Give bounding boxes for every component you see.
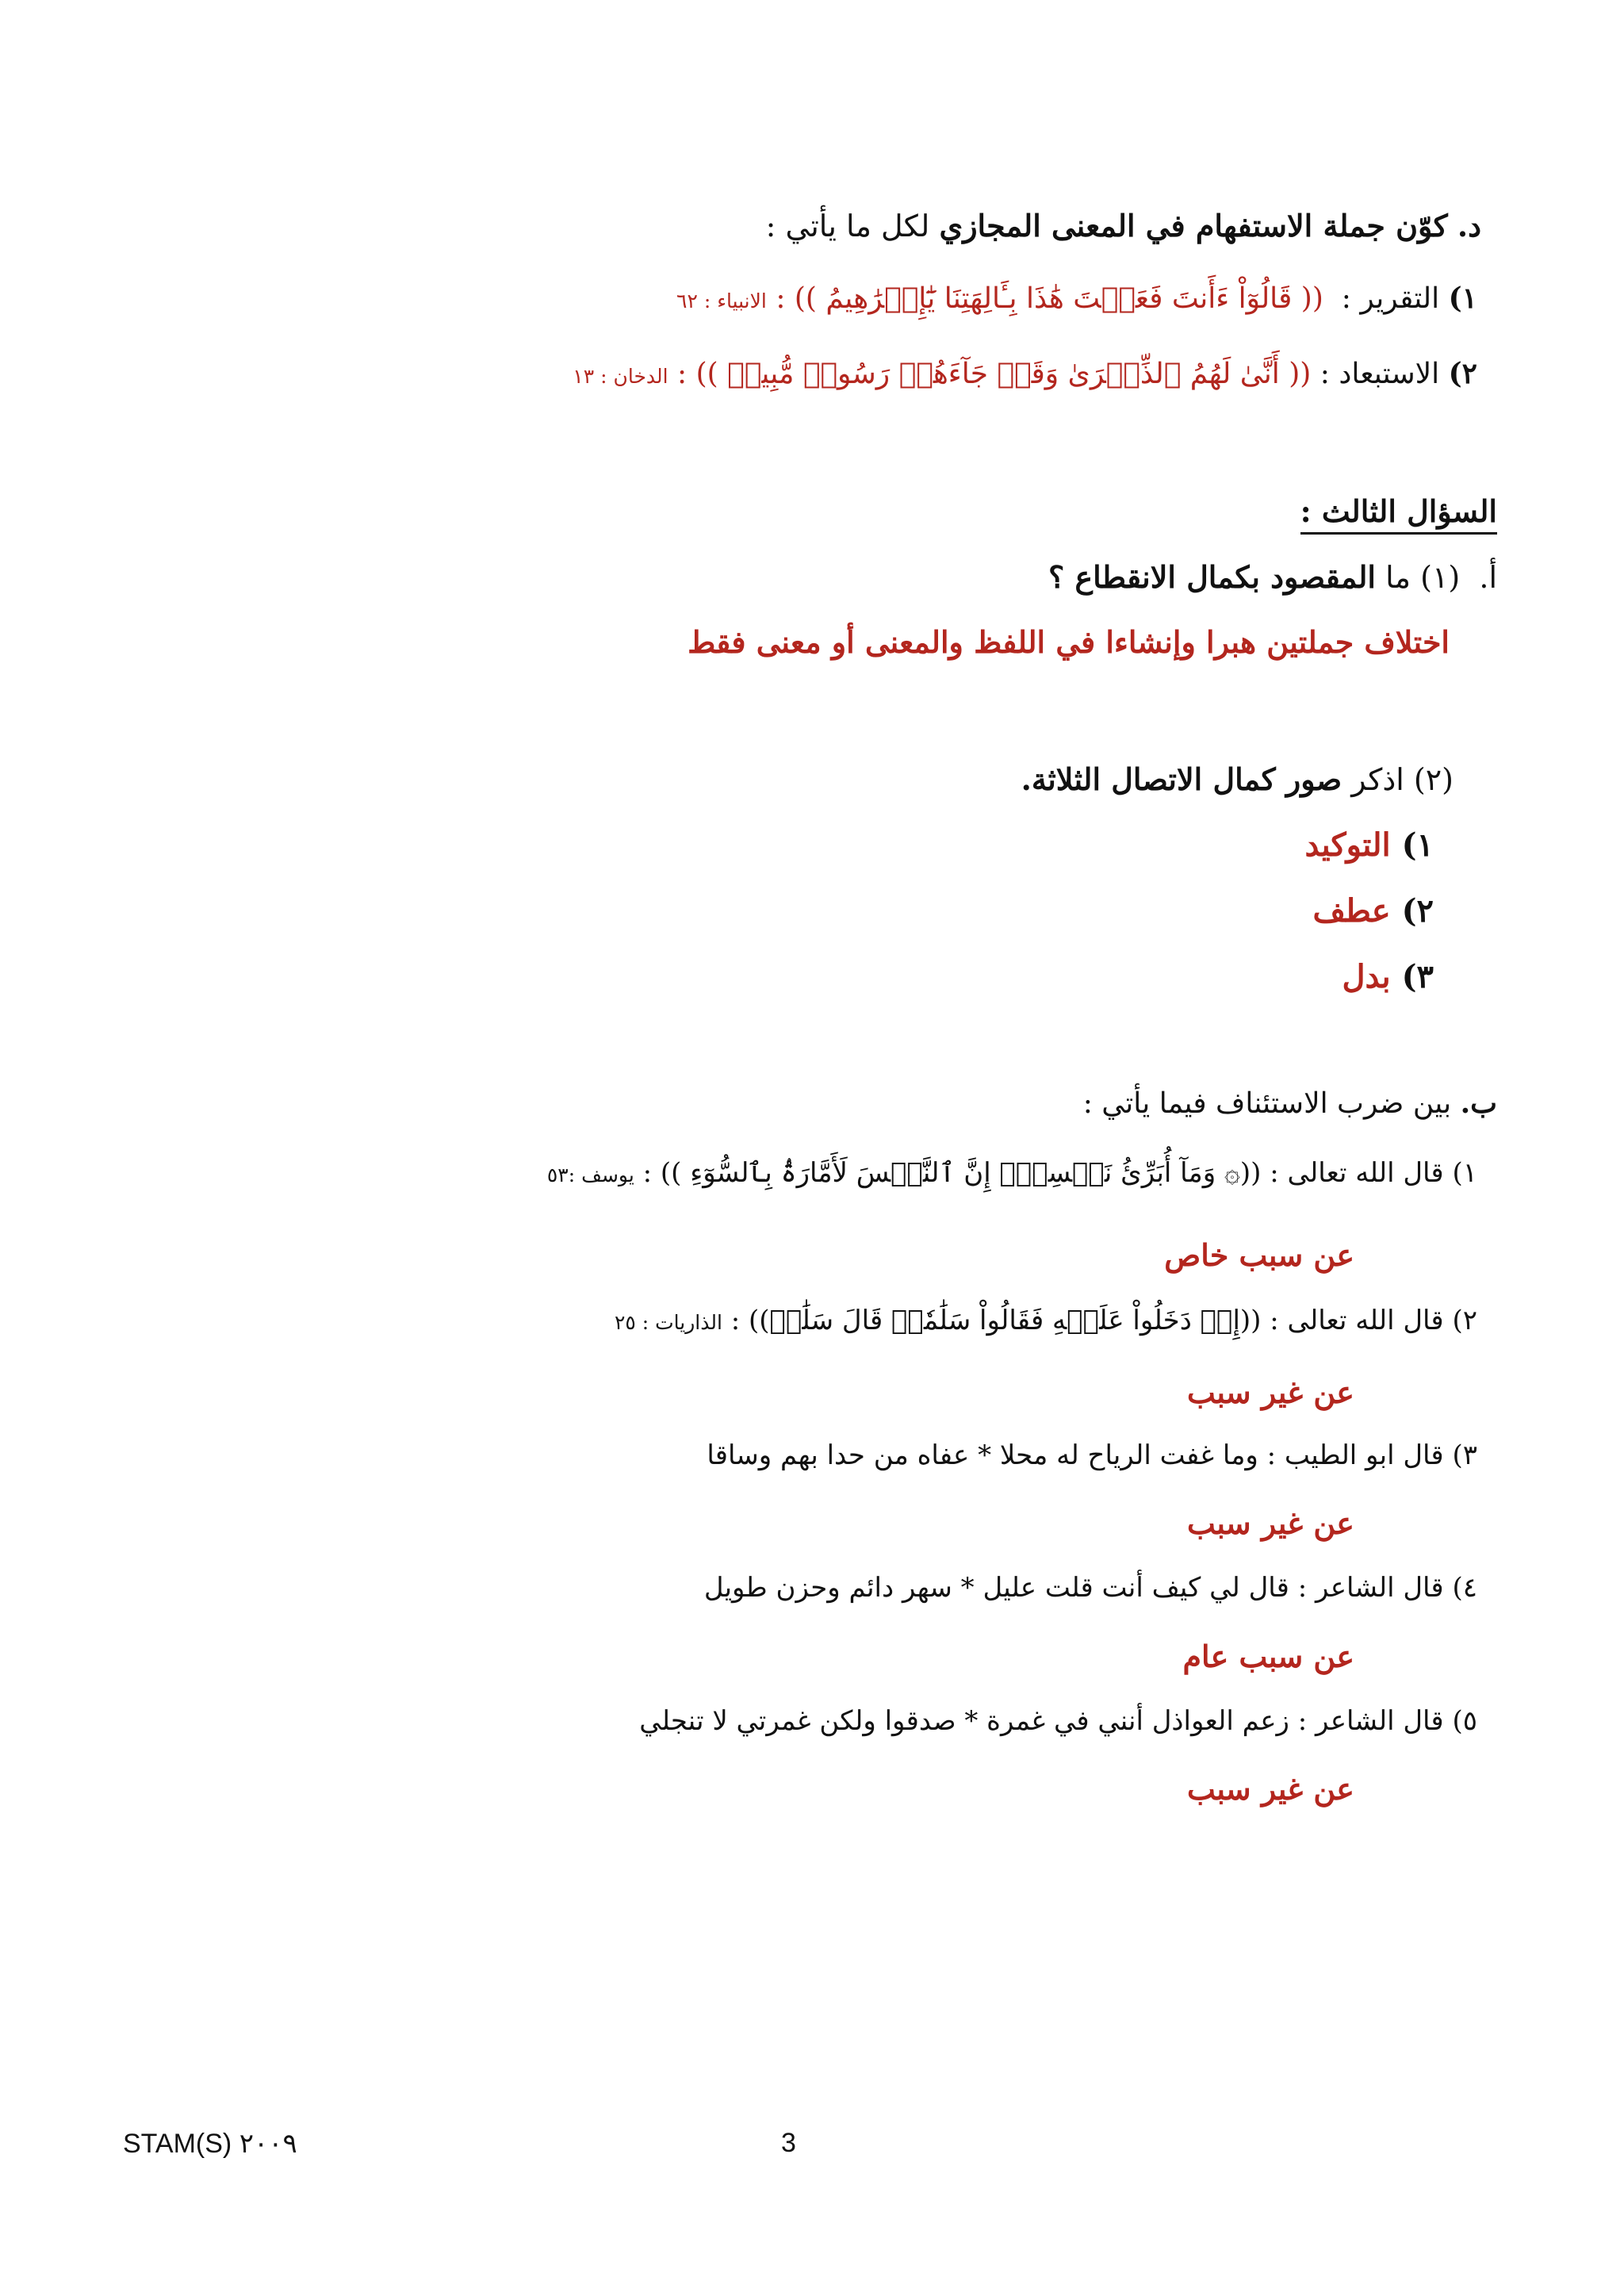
section-d-label: د.	[1457, 208, 1481, 243]
q1-number: (١)	[1420, 560, 1461, 595]
part-b-item-5	[639, 1705, 1477, 1737]
question-3-title	[1300, 493, 1497, 529]
q1-pre: ما	[1385, 560, 1411, 595]
item-label: الاستبعاد :	[1320, 358, 1440, 390]
item-text: قال الله تعالى : ((إِذۡ دَخَلُواْ عَلَيۡهِ فَقَالُواْ سَلَٰمٗاۖ قَالَ سَلَٰمٞ)) :	[730, 1305, 1444, 1336]
part-b-item-3	[707, 1439, 1477, 1471]
quran-verse: (( قَالُوٓاْ ءَأَنتَ فَعَلۡتَ هَٰذَا بِـَٔالِهَتِنَا يَٰٓإِبۡرَٰهِيمُ )) :	[776, 282, 1323, 315]
item-text: قال ابو الطيب : وما غفت الرياح له محلا * عفاه من حدا بهم وساقا	[707, 1439, 1444, 1471]
part-b-instruction: بين ضرب الاستئناف فيما يأتي :	[1082, 1087, 1452, 1120]
part-b-item-2	[615, 1305, 1477, 1336]
footer-page-number: 3	[781, 2128, 796, 2158]
item-number: ١)	[1448, 282, 1477, 315]
item-number: ٤)	[1452, 1572, 1477, 1604]
section-d-item-2	[573, 357, 1477, 390]
part-b-answer-1: عن سبب خاص	[1164, 1237, 1354, 1273]
answer-text: التوكيد	[1304, 826, 1391, 864]
q2-answer-3	[1342, 958, 1434, 995]
part-b-answer-2: عن غير سبب	[1187, 1374, 1354, 1410]
verse-reference: الدخان : ١٣	[573, 365, 668, 388]
q2-pre: اذكر	[1351, 762, 1404, 797]
answer-number: ٣)	[1401, 958, 1434, 995]
item-number: ٣)	[1452, 1439, 1477, 1471]
part-b-item-4	[704, 1572, 1477, 1604]
answer-number: ١)	[1401, 826, 1434, 864]
part-b-answer-3: عن غير سبب	[1187, 1505, 1354, 1541]
part-a-q2	[1021, 761, 1454, 797]
section-d-instruction-rest: لكل ما يأتي :	[765, 209, 930, 243]
item-reference: يوسف :٥٣	[546, 1163, 634, 1186]
item-text: قال الله تعالى : ((۞ وَمَآ أُبَرِّئُ نَفۡسِيٓۚ إِنَّ ٱلنَّفۡسَ لَأَمَّارَةُۢ بِٱلسُّوٓءِ )) :	[642, 1157, 1444, 1189]
part-b-heading	[1083, 1087, 1497, 1120]
section-d-instruction-bold: كوّن جملة الاستفهام في المعنى المجازي	[939, 208, 1448, 243]
answer-number: ٢)	[1401, 892, 1434, 930]
answer-text: عطف	[1312, 892, 1391, 930]
part-a-label: أ.	[1479, 560, 1497, 595]
item-label: التقرير :	[1341, 282, 1440, 315]
verse-reference: الانبياء : ٦٢	[676, 289, 767, 312]
item-text: قال الشاعر : قال لي كيف أنت قلت عليل * سهر دائم وحزن طويل	[703, 1572, 1444, 1604]
part-b-answer-5: عن غير سبب	[1187, 1771, 1354, 1807]
footer-exam-code: STAM(S) ٢٠٠٩	[123, 2129, 297, 2159]
item-reference: الذاريات : ٢٥	[614, 1311, 722, 1334]
part-b-label: ب.	[1460, 1087, 1497, 1120]
quran-verse: (( أَنَّىٰ لَهُمُ ٱلذِّكۡرَىٰ وَقَدۡ جَآءَهُمۡ رَسُولٞ مُّبِينٞ )) :	[677, 358, 1312, 390]
item-number: ٥)	[1452, 1705, 1477, 1737]
item-number: ١)	[1452, 1157, 1477, 1189]
q2-number: (٢)	[1413, 762, 1454, 797]
question-3-title-text: السؤال الثالث :	[1300, 493, 1497, 535]
section-d-heading	[766, 208, 1481, 243]
part-a-q1	[1048, 559, 1497, 595]
q1-answer: اختلاف جملتين هبرا وإنشاءا في اللفظ والمعنى أو معنى فقط	[688, 624, 1450, 660]
answer-text: بدل	[1342, 958, 1391, 995]
item-text: قال الشاعر : زعم العواذل أنني في غمرة * صدقوا ولكن غمرتي لا تنجلي	[639, 1705, 1444, 1737]
q2-bold: صور كمال الاتصال الثلاثة.	[1021, 761, 1342, 797]
q1-bold: المقصود بكمال الانقطاع ؟	[1048, 559, 1376, 595]
item-number: ٢)	[1452, 1305, 1477, 1336]
q2-answer-2	[1313, 892, 1434, 930]
item-number: ٢)	[1448, 357, 1477, 390]
part-b-item-1	[547, 1156, 1477, 1189]
part-b-answer-4: عن سبب عام	[1182, 1639, 1354, 1674]
section-d-item-1	[676, 282, 1477, 315]
q2-answer-1	[1304, 826, 1434, 864]
